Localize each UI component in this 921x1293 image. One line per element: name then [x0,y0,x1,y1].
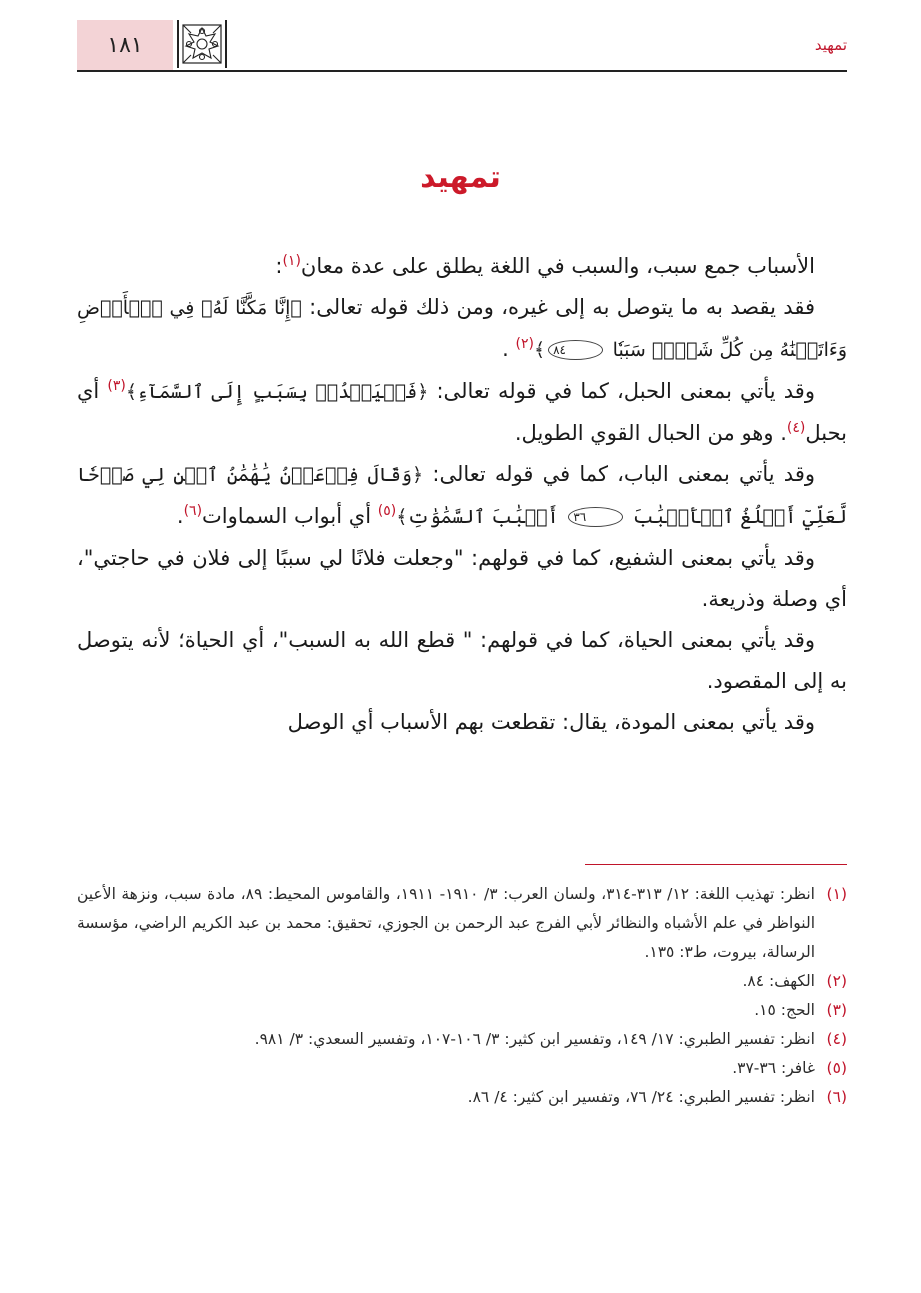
footnote [77,1054,847,1083]
paragraph-tail: . وهو من الحبال القوي الطويل. [514,421,787,445]
footnote-ref[interactable]: (٦) [183,503,203,519]
footnote [77,880,847,967]
paragraph-7: وقد يأتي بمعنى المودة، يقال: تقطعت بهم الأسباب أي الوصل [287,710,815,734]
geometric-star-ornament-icon [177,20,227,68]
footnote-text: انظر: تفسير الطبري: ١٧/ ١٤٩، وتفسير ابن كثير: ٣/ ١٠٦-١٠٧، وتفسير السعدي: ٣/ ٩٨١. [254,1030,815,1048]
paragraph-2 [77,287,847,371]
footnote-text: انظر: تفسير الطبري: ٢٤/ ٧٦، وتفسير ابن كثير: ٤/ ٨٦. [467,1088,815,1106]
footnote-ref[interactable]: (٥) [377,503,397,519]
paragraph-1 [77,246,847,287]
paragraph-4 [77,454,847,538]
page-header [77,20,847,72]
paragraph-text: وقد يأتي بمعنى الحبل، كما في قوله تعالى: [436,379,815,403]
paragraph-6: وقد يأتي بمعنى الحياة، كما في قولهم: " قطع الله به السبب"، أي الحياة؛ لأنه يتوصل به إلى المقصود. [77,628,847,693]
footnote-text: انظر: تهذيب اللغة: ١٢/ ٣١٣-٣١٤، ولسان العرب: ٣/ ١٩١٠- ١٩١١، والقاموس المحيط: ٨٩، مادة سبب، ونزهة الأعين النواظر في علم الأشباه والنظائر لأبي الفرج عبد الرحمن بن الجوزي، تحقيق: محمد بن عبد الكريم الراضي، مؤسسة الرسالة، بيروت، ط٣: ١٣٥. [77,885,815,961]
footnote-text: الكهف: ٨٤. [742,972,815,990]
footnote [77,1025,847,1054]
running-title: تمهيد [814,36,847,54]
footnote-number: (٣) [826,1001,847,1019]
footnotes [77,880,847,1112]
footnote-ref[interactable]: (٣) [107,378,126,394]
quran-verse: ﴿فَلۡيَمۡدُدۡ بِسَبَبٍ إِلَى ٱلسَّمَآءِ﴾ [125,381,429,403]
footnote-number: (٥) [826,1059,847,1077]
quran-verse: ﴿إِنَّا مَكَّنَّا لَهُۥ فِي ٱلۡأَرۡضِ وَءَاتَيۡنَٰهُ مِن كُلِّ شَيۡءٖ سَبَبٗا [77,297,847,361]
footnote [77,1083,847,1112]
footnote-number: (٤) [826,1030,847,1048]
page-number: ١٨١ [77,20,173,70]
footnote-ref[interactable]: (٢) [515,336,534,352]
quran-verse: ﴿وَقَالَ فِرۡعَوۡنُ يَٰهَٰمَٰنُ ٱبۡنِ لِي صَرۡحٗا لَّعَلِّيٓ أَبۡلُغُ ٱلۡأَسۡبَٰبَ [77,464,847,528]
footnote [77,996,847,1025]
paragraph-tail: . [176,504,184,528]
footnote-text: غافر: ٣٦-٣٧. [732,1059,815,1077]
paragraph-text: وقد يأتي بمعنى الباب، كما في قوله تعالى: [432,462,815,486]
footnote-ref[interactable]: (١) [282,253,301,269]
footnote-text: الحج: ١٥. [754,1001,815,1019]
quran-verse: أَسۡبَٰبَ ٱلسَّمَٰوَٰتِ﴾ [396,506,559,528]
paragraph-text: أي بحبل [77,379,847,445]
footnote [77,967,847,996]
paragraph-tail: . [502,337,509,361]
paragraph-text: فقد يقصد به ما يتوصل به إلى غيره، ومن ذلك قوله تعالى: [309,295,815,319]
footnote-number: (١) [826,885,847,903]
ayah-number-marker: ٨٤ [548,340,603,360]
paragraph-text: الأسباب جمع سبب، والسبب في اللغة يطلق على عدة معان [300,254,815,278]
quran-bracket: ﴾ [533,339,546,361]
ornament-svg [182,24,222,64]
chapter-title: تمهيد [420,160,501,195]
paragraph-tail: : [275,254,283,278]
body-text [77,246,847,743]
ayah-number-marker: ٣٦ [568,507,623,527]
paragraph-text: أي أبواب السماوات [202,504,372,528]
paragraph-5: وقد يأتي بمعنى الشفيع، كما في قولهم: "وجعلت فلانًا لي سببًا إلى فلان في حاجتي"، أي وصلة وذريعة. [77,546,847,611]
header-rule [77,70,847,72]
footnote-number: (٢) [826,972,847,990]
footnote-number: (٦) [826,1088,847,1106]
paragraph-3 [77,371,847,454]
footnote-separator [585,864,847,865]
footnote-ref[interactable]: (٤) [786,420,806,436]
